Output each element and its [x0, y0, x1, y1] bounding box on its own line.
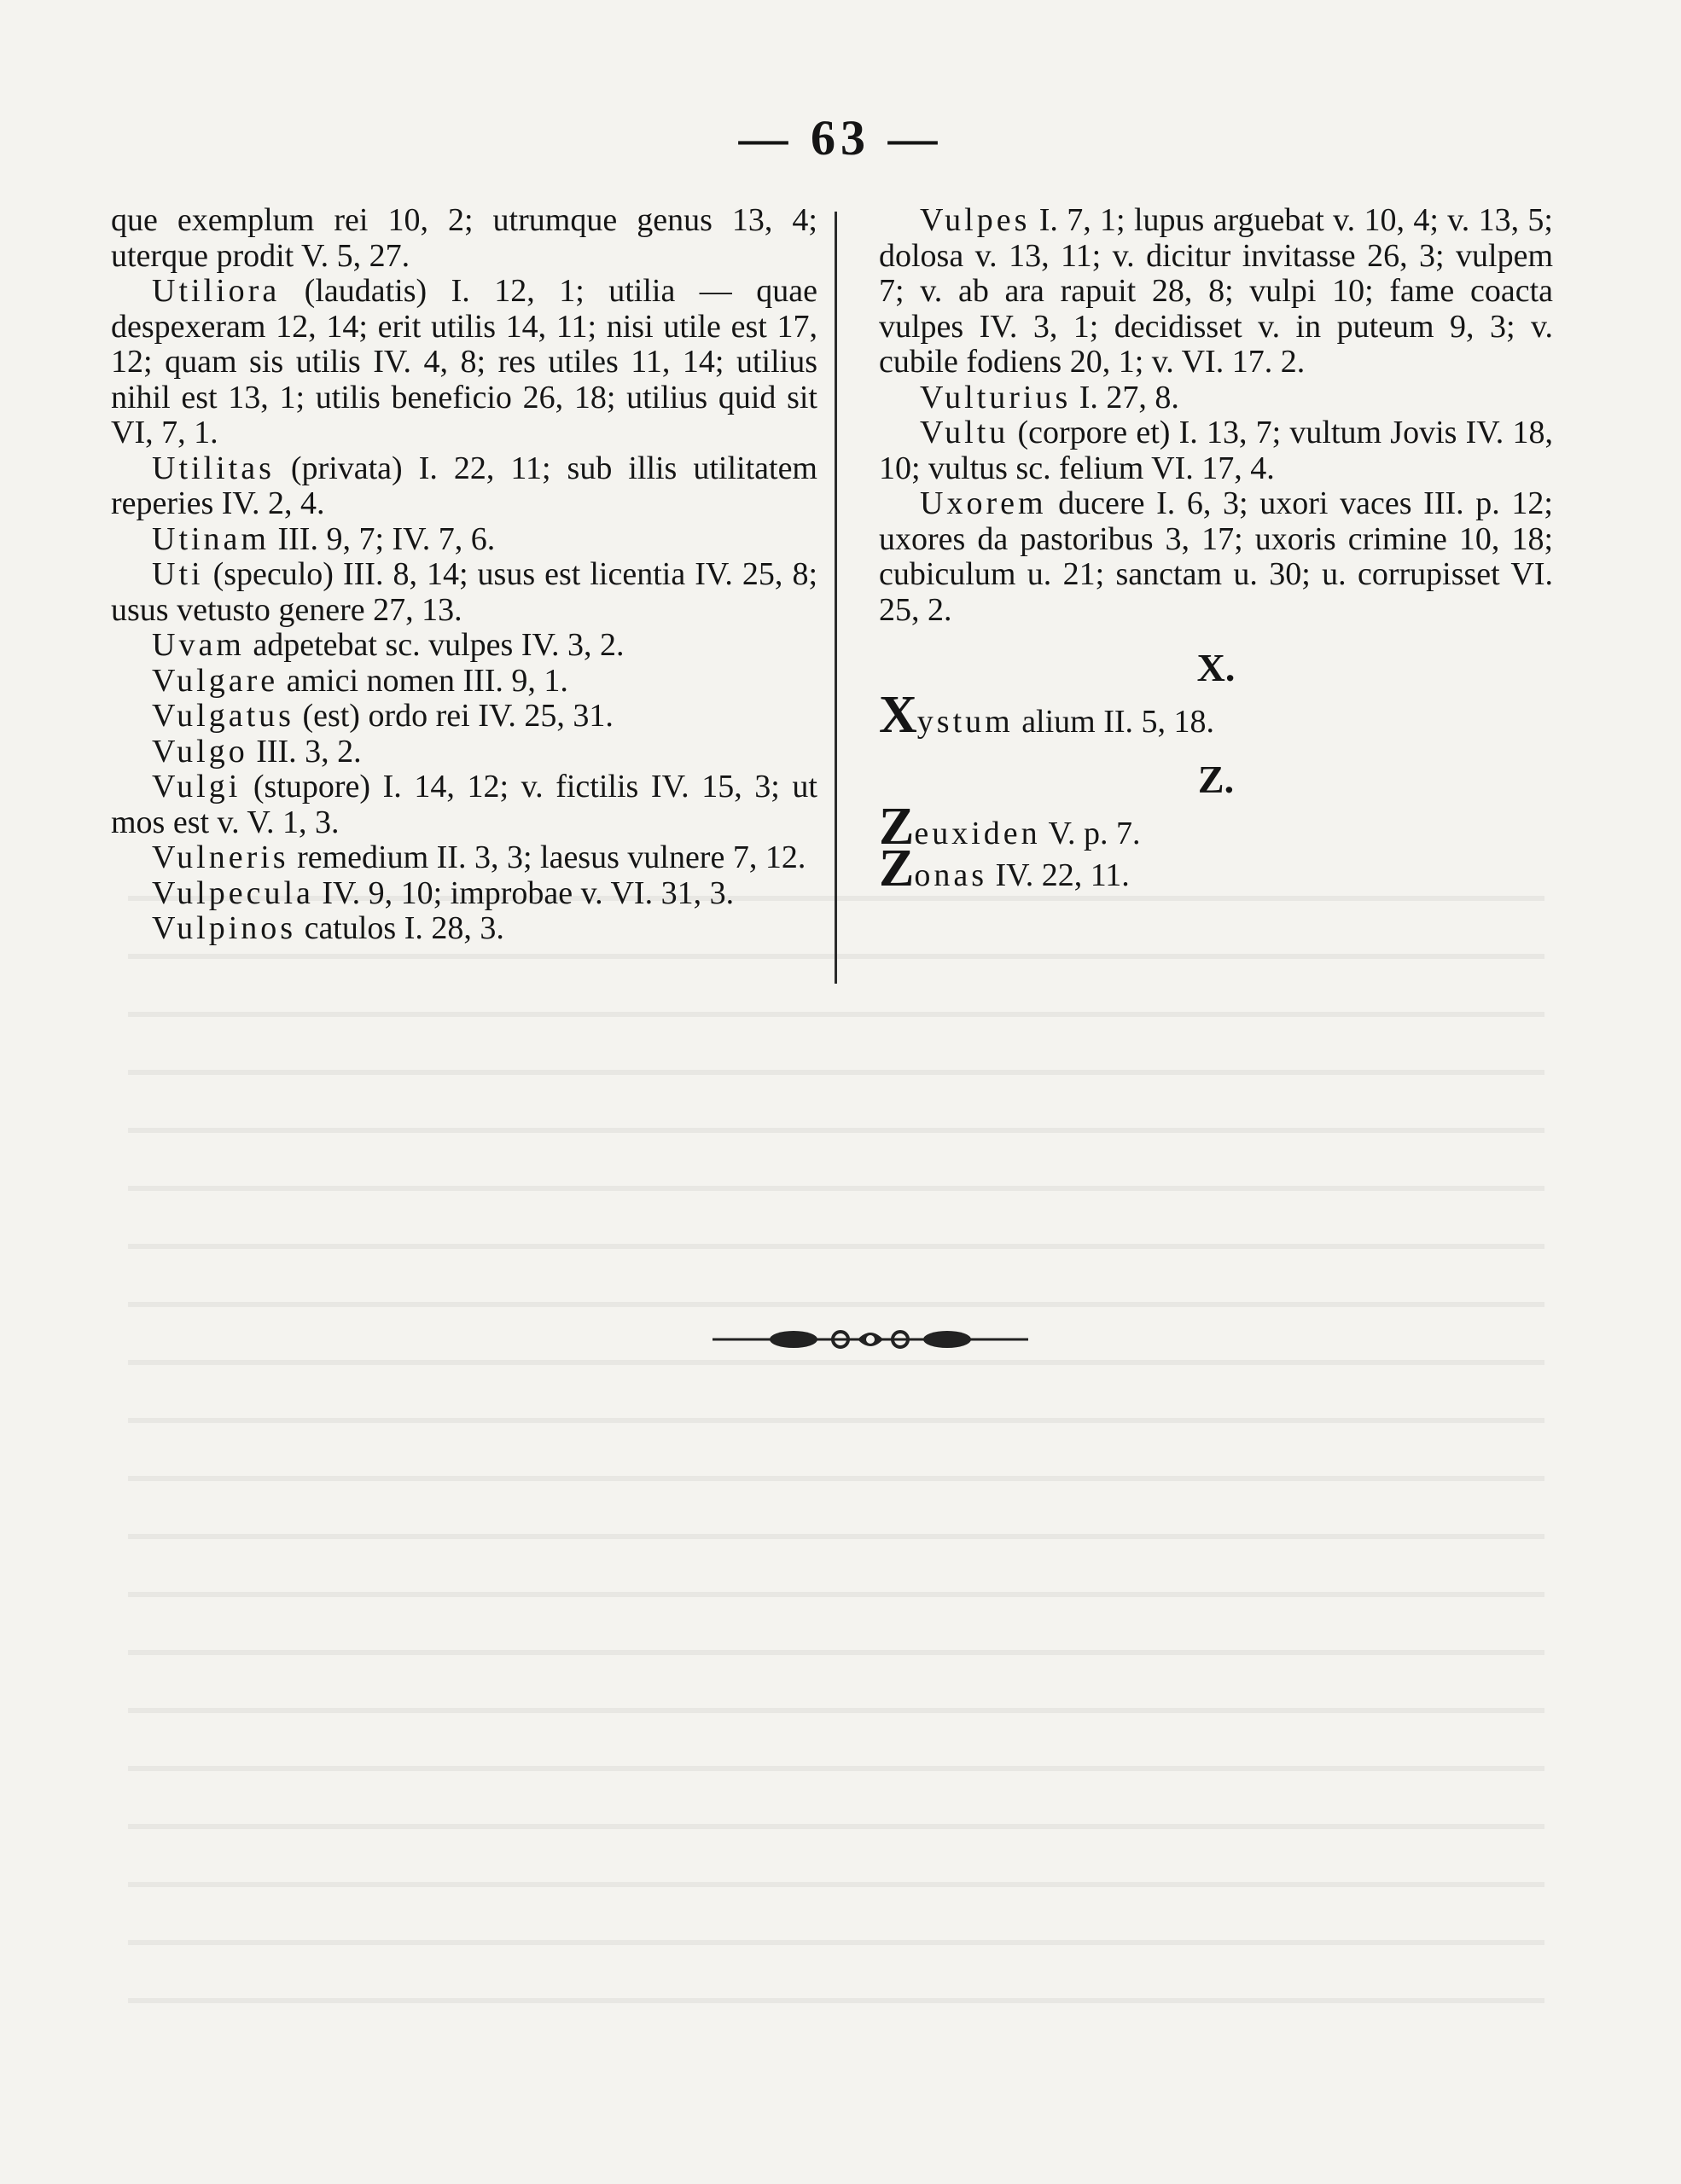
- section-heading-x: X.: [1196, 646, 1236, 689]
- index-entry: [111, 840, 817, 876]
- index-entry: [879, 486, 1553, 628]
- index-entry: [111, 664, 817, 700]
- entry-text: V. p. 7.: [1040, 815, 1141, 851]
- ornament-divider-icon: [713, 1322, 1028, 1356]
- headword: Utinam: [152, 520, 270, 557]
- entry-text: I. 7, 1; lupus arguebat v. 10, 4; v. 13, 5; dolosa v. 13, 11; v. dicitur invitasse 26, 3; vulpem 7; v. ab ara rapuit 28, 8; vulpi 10; fame coacta vulpes IV. 3, 1; decidisset v. in puteum 9, 3; v. cubile fodiens 20, 1; v. VI. 17. 2.: [879, 202, 1553, 380]
- headword: Uti: [152, 556, 204, 592]
- headword: Vulgare: [152, 662, 279, 699]
- index-entry: [111, 911, 817, 947]
- entry-text: III. 9, 7; IV. 7, 6.: [269, 520, 496, 557]
- headword: Vulgi: [152, 769, 241, 804]
- index-entry: [111, 628, 817, 664]
- entry-text: remedium II. 3, 3; laesus vulnere 7, 12.: [288, 839, 806, 875]
- index-entry: [879, 685, 1553, 744]
- headword: ystum: [916, 703, 1014, 740]
- index-entry: [879, 380, 1553, 416]
- entry-text: alium II. 5, 18.: [1013, 703, 1215, 740]
- entry-text: IV. 9, 10; improbae v. VI. 31, 3.: [313, 874, 735, 911]
- headword: Vulgatus: [152, 698, 294, 734]
- headword: euxiden: [914, 815, 1041, 851]
- column-divider: [835, 212, 837, 984]
- left-column: [111, 203, 817, 947]
- index-entry: [111, 876, 817, 912]
- index-entry: [111, 522, 817, 558]
- index-entry: [879, 839, 1553, 897]
- headword: Vulpecula: [152, 874, 314, 911]
- headword: Vulgo: [152, 733, 248, 770]
- entry-text: amici nomen III. 9, 1.: [278, 662, 568, 699]
- entry-text: I. 27, 8.: [1071, 379, 1179, 415]
- headword: Uxorem: [920, 485, 1047, 521]
- initial-letter: X: [879, 685, 917, 744]
- entry-text: catulos I. 28, 3.: [296, 910, 504, 946]
- entry-text: que exemplum rei 10, 2; utrumque genus 13, 4; uterque prodit V. 5, 27.: [111, 202, 817, 274]
- headword: Uvam: [152, 627, 245, 663]
- entry-text: ducere I. 6, 3; uxori vaces III. p. 12; uxores da pastoribus 3, 17; uxoris crimine 10, 18; cubiculum u. 21; sanctam u. 30; u. corrupisset VI. 25, 2.: [879, 485, 1553, 628]
- index-entry: [111, 274, 817, 451]
- index-entry: [879, 203, 1553, 380]
- entry-text: (stupore) I. 14, 12; v. fictilis IV. 15, 3; ut mos est v. V. 1, 3.: [111, 769, 817, 840]
- index-entry: [111, 203, 817, 274]
- entry-text: IV. 22, 11.: [987, 857, 1130, 893]
- index-entry: [111, 451, 817, 522]
- headword: Utilitas: [152, 450, 275, 486]
- entry-text: (laudatis) I. 12, 1; utilia — quae despexeram 12, 14; erit utilis 14, 11; nisi utile est 17, 12; quam sis utilis IV. 4, 8; res utiles 11, 14; utilius nihil est 13, 1; utilis beneficio 26, 18; utilius quid sit VI, 7, 1.: [111, 273, 817, 450]
- headword: Vultu: [920, 415, 1009, 450]
- headword: Vulpes: [920, 202, 1031, 238]
- headword: Vulpinos: [152, 910, 297, 946]
- headword: Utiliora: [152, 273, 281, 309]
- index-entry: [879, 415, 1553, 486]
- index-entry: [111, 770, 817, 840]
- initial-letter: Z: [879, 839, 915, 897]
- initial-letter: Z: [879, 797, 915, 856]
- headword: Vulneris: [152, 839, 289, 875]
- entry-text: (est) ordo rei IV. 25, 31.: [294, 698, 614, 734]
- page-number: — 63 —: [738, 110, 943, 166]
- entry-text: (privata) I. 22, 11; sub illis utilitatem reperies IV. 2, 4.: [111, 450, 817, 521]
- right-column: [879, 202, 1553, 897]
- index-entry: [111, 557, 817, 628]
- index-entry: [879, 797, 1553, 856]
- index-entry: [111, 699, 817, 735]
- entry-text: (corpore et) I. 13, 7; vultum Jovis IV. 18, 10; vultus sc. felium VI. 17, 4.: [879, 415, 1553, 486]
- headword: Vulturius: [920, 379, 1072, 415]
- section-heading-z: Z.: [1197, 758, 1235, 801]
- headword: onas: [914, 857, 988, 893]
- entry-text: adpetebat sc. vulpes IV. 3, 2.: [244, 627, 625, 663]
- entry-text: III. 3, 2.: [247, 733, 362, 770]
- index-entry: [111, 735, 817, 770]
- entry-text: (speculo) III. 8, 14; usus est licentia IV. 25, 8; usus vetusto genere 27, 13.: [111, 556, 817, 628]
- bleed-through-text: [128, 896, 1544, 2005]
